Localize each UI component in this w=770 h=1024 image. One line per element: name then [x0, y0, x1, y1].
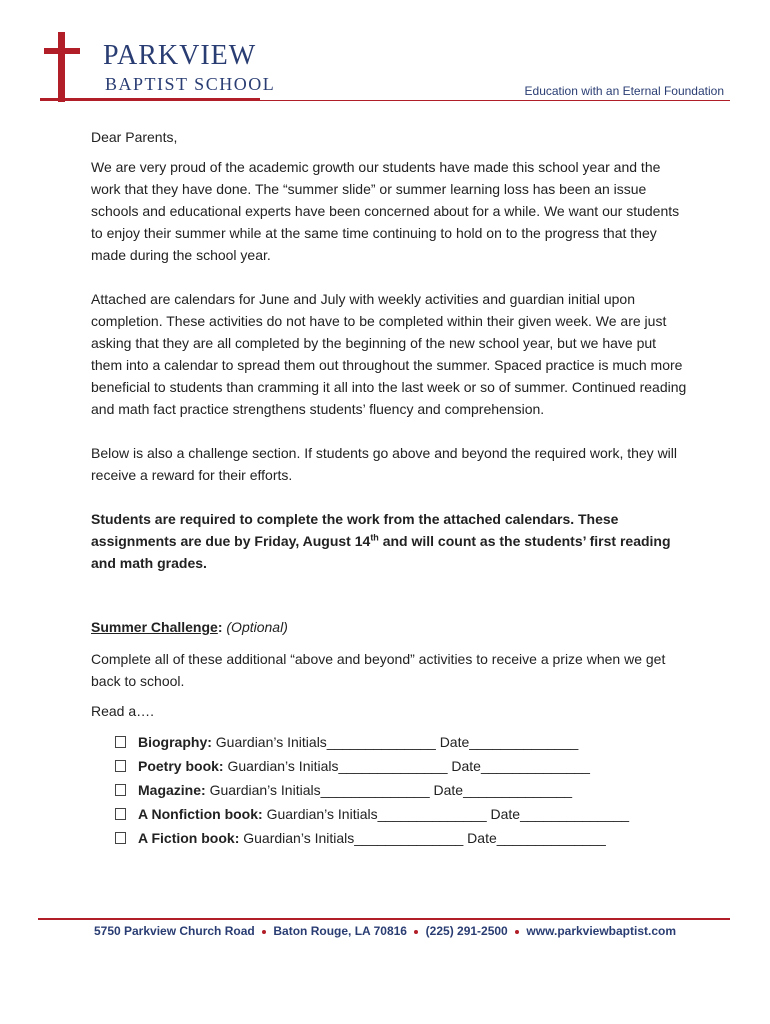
- footer-website[interactable]: www.parkviewbaptist.com: [526, 924, 677, 938]
- logo-line1: PARKVIEW: [103, 40, 257, 71]
- checkbox-icon[interactable]: [115, 784, 126, 796]
- item-fields: Guardian’s Initials______________ Date______________: [211, 734, 579, 750]
- item-title: A Fiction book:: [138, 830, 240, 846]
- footer-phone: (225) 291-2500: [425, 924, 508, 938]
- bullet-icon: [515, 930, 519, 934]
- challenge-heading: [91, 616, 691, 638]
- due-note-part-2: and will count as the students’ first reading and math grades.: [91, 533, 671, 571]
- tagline: Education with an Eternal Foundation: [524, 84, 724, 98]
- footer-divider: [38, 918, 730, 920]
- checkbox-icon[interactable]: [115, 808, 126, 820]
- list-item: [115, 730, 691, 754]
- due-note-superscript: th: [370, 532, 379, 543]
- list-item: [115, 778, 691, 802]
- due-note-part-1: Students are required to complete the work from the attached calendars. These assignments are due by Friday, August 14: [91, 511, 619, 549]
- list-item: [115, 826, 691, 850]
- item-fields: Guardian’s Initials______________ Date______________: [239, 830, 606, 846]
- footer-address: 5750 Parkview Church Road: [93, 924, 255, 938]
- paragraph-2: Attached are calendars for June and July with weekly activities and guardian initial upon completion. These activities do not have to be completed within their given week. We are just asking that they are all completed by the beginning of the new school year, but we have put them into a calendar to spread them out throughout the summer. Spaced practice is much more beneficial to students than cramming it all into the last week or so of summer. Continued reading and math fact practice strengthens students’ fluency and comprehension.: [91, 291, 687, 417]
- challenge-title: Summer Challenge: [91, 619, 218, 635]
- item-title: Poetry book:: [138, 758, 224, 774]
- item-fields: Guardian’s Initials______________ Date______________: [205, 782, 573, 798]
- logo-line2: BAPTIST SCHOOL: [105, 74, 276, 94]
- challenge-intro: Complete all of these additional “above and beyond” activities to receive a prize when we get back to school.: [91, 651, 666, 689]
- logo-text: [38, 30, 298, 105]
- challenge-list: [91, 730, 691, 850]
- item-title: A Nonfiction book:: [138, 806, 263, 822]
- checkbox-icon[interactable]: [115, 832, 126, 844]
- challenge-optional: (Optional): [226, 619, 288, 635]
- item-title: Magazine:: [138, 782, 206, 798]
- challenge-colon: :: [217, 619, 223, 635]
- item-fields: Guardian’s Initials______________ Date______________: [262, 806, 630, 822]
- footer-contact: [0, 924, 770, 938]
- list-item: [115, 802, 691, 826]
- list-item: [115, 754, 691, 778]
- letter-body: [91, 126, 691, 850]
- paragraph-3: Below is also a challenge section. If students go above and beyond the required work, they will receive a reward for their efforts.: [91, 445, 678, 483]
- bullet-icon: [262, 930, 266, 934]
- footer-city: Baton Rouge, LA 70816: [273, 924, 407, 938]
- read-a-label: Read a….: [91, 703, 155, 719]
- checkbox-icon[interactable]: [115, 760, 126, 772]
- checkbox-icon[interactable]: [115, 736, 126, 748]
- due-date-note: [91, 508, 691, 574]
- header-divider: [40, 100, 730, 101]
- salutation: Dear Parents,: [91, 129, 178, 145]
- item-fields: Guardian’s Initials______________ Date______________: [223, 758, 590, 774]
- paragraph-1: We are very proud of the academic growth our students have made this school year and the work that they have done. The “summer slide” or summer learning loss has been an issue schools and educational experts have been concerned about for a while. We want our students to enjoy their summer while at the same time continuing to hold on to the progress that they made during the school year.: [91, 159, 680, 263]
- bullet-icon: [414, 930, 418, 934]
- item-title: Biography:: [138, 734, 212, 750]
